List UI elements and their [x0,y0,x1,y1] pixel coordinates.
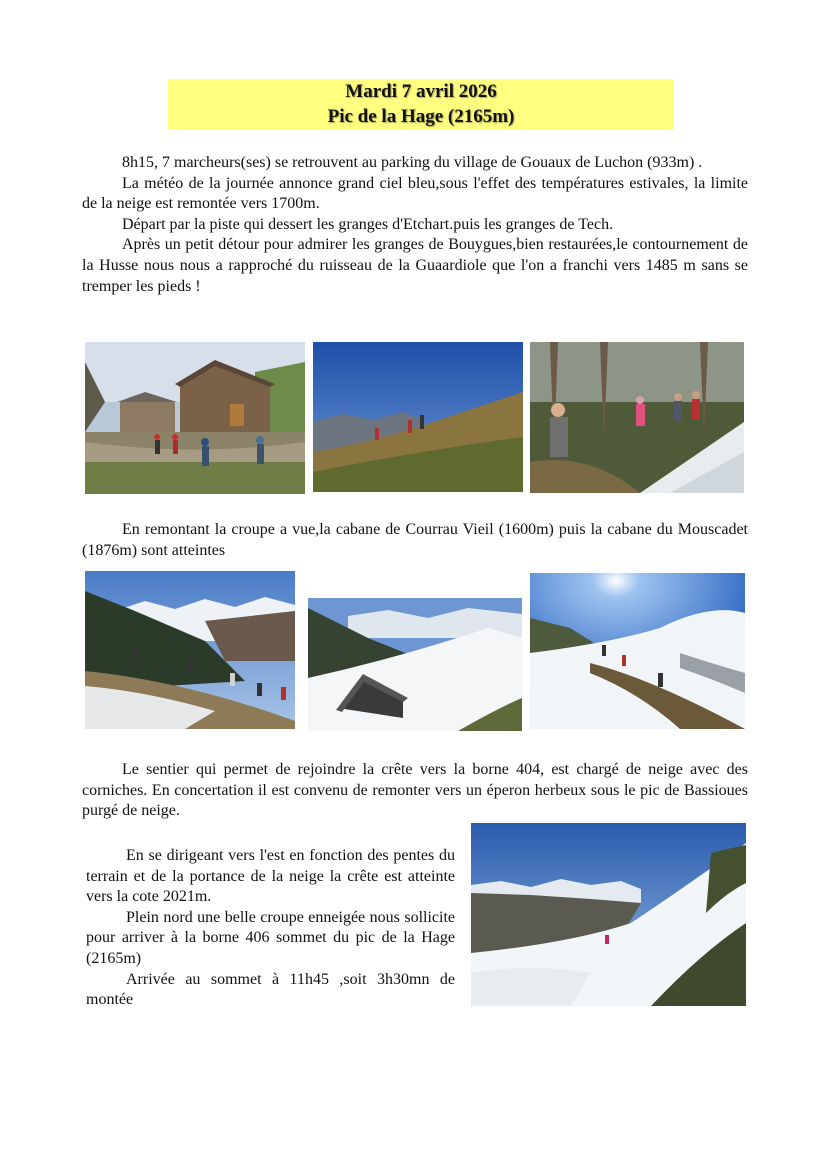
section2-text [82,520,748,561]
title-summit: Pic de la Hage (2165m) [327,106,515,127]
paragraph: Le sentier qui permet de rejoindre la crête vers la borne 404, est chargé de neige avec des corniches. En concertation il est convenu de remonter vers un éperon herbeux sous le pic de Bassioues purgé de neige. [82,761,748,820]
photo-snowy-ridge-climb [471,823,746,1006]
paragraph: 8h15, 7 marcheurs(ses) se retrouvent au parking du village de Gouaux de Luchon (933m) . [122,154,703,171]
paragraph: Après un petit détour pour admirer les granges de Bouygues,bien restaurées,le contournement de la Husse nous nous a rapproché du ruisseau de la Guaardiole que l'on a franchi vers 1485 m sans se tremper les pieds ! [82,236,748,295]
photo-hikers-ridge-view [85,571,295,729]
paragraph: La météo de la journée annonce grand ciel bleu,sous l'effet des températures estivales, la limite de la neige est remontée vers 1700m. [82,174,748,213]
intro-text [82,153,748,297]
photo-cabane-snow [308,598,522,731]
paragraph: En remontant la croupe a vue,la cabane de Courrau Vieil (1600m) puis la cabane du Mouscadet (1876m) sont atteintes [82,521,748,559]
photo-granges-hikers [85,342,305,494]
paragraph: En se dirigeant vers l'est en fonction des pentes du terrain et de la portance de la neige la crête est atteinte vers la cote 2021m. [86,847,455,906]
title-banner [168,79,674,130]
photo-snowy-slope-sun [530,573,745,729]
paragraph: Arrivée au sommet à 11h45 ,soit 3h30mn de montée [86,970,455,1009]
paragraph: Plein nord une belle croupe enneigée nous sollicite pour arriver à la borne 406 sommet du pic de la Hage (2165m) [86,908,455,967]
paragraph: Départ par la piste qui dessert les granges d'Etchart.puis les granges de Tech. [122,215,614,233]
photo-forest-snow-hikers [530,342,744,493]
photo-grass-slope [313,342,523,492]
title-date: Mardi 7 avril 2026 [345,81,497,102]
section3-text [82,760,748,822]
section4-text [86,846,455,1011]
